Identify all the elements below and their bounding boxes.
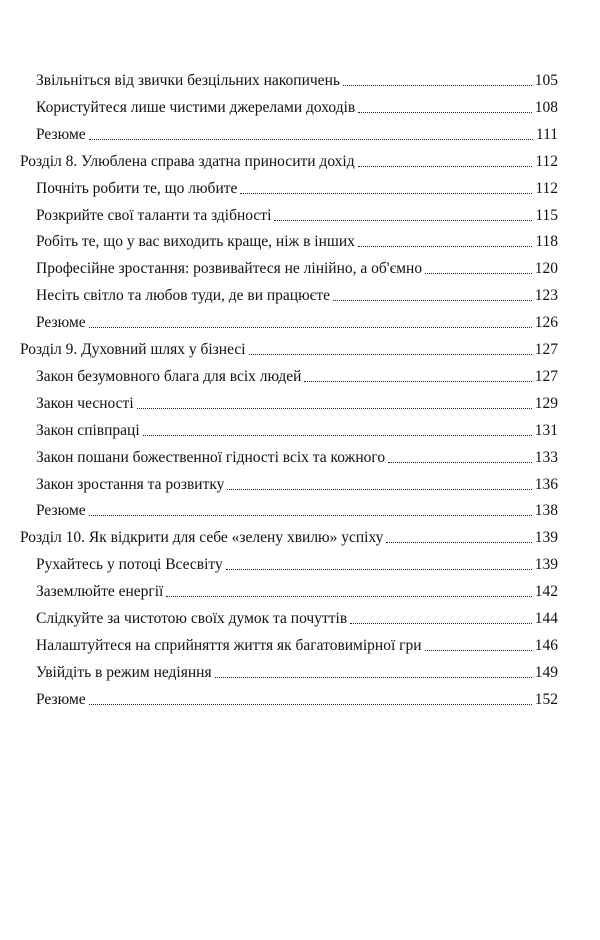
toc-entry-title: Розділ 9. Духовний шлях у бізнесі [20, 341, 246, 358]
toc-page-number: 123 [534, 287, 558, 305]
toc-chapter-row [20, 147, 558, 171]
dot-leader [358, 166, 533, 167]
toc-page-number: 127 [534, 367, 558, 385]
toc-entry-title: Несіть світло та любов туди, де ви працюєте [36, 287, 330, 305]
dot-leader [89, 704, 532, 705]
toc-entry-row [36, 174, 558, 198]
toc-entry-title: Увійдіть в режим недіяння [36, 663, 212, 681]
toc-entry-title: Закон чесності [36, 394, 134, 412]
dot-leader [166, 596, 531, 597]
dot-leader [358, 246, 532, 247]
toc-entry-title: Резюме [36, 314, 86, 332]
dot-leader [350, 623, 532, 624]
toc-page-number: 152 [534, 690, 558, 708]
toc-page-number: 139 [534, 556, 558, 574]
toc-page-number: 126 [534, 314, 558, 332]
dot-leader [425, 650, 532, 651]
toc-page-number: 111 [535, 125, 558, 143]
toc-entry-title: Слідкуйте за чистотою своїх думок та почуттів [36, 610, 348, 627]
toc-page-number: 142 [534, 583, 558, 601]
dot-leader [227, 489, 531, 490]
toc-page-number: 139 [534, 529, 558, 547]
dot-leader [240, 193, 532, 194]
toc-entry-title: Професійне зростання: розвивайтеся не лінійно, а об'ємно [36, 260, 423, 278]
dot-leader [274, 220, 532, 221]
dot-leader [137, 408, 532, 409]
dot-leader [333, 300, 532, 301]
toc-entry-title: Розкрийте свої таланти та здібності [36, 206, 272, 224]
toc-entry-title: Закон пошани божественної гідності всіх та кожного [36, 448, 386, 466]
toc-chapter-row [20, 523, 558, 547]
toc-entry-title: Розділ 10. Як відкрити для себе «зелену хвилю» успіху [20, 529, 384, 547]
toc-entry-title: Резюме [36, 125, 86, 143]
toc-entry-row [36, 550, 558, 574]
dot-leader [215, 677, 532, 678]
toc-page-number: 118 [535, 233, 558, 251]
toc-page-number: 144 [534, 610, 558, 627]
toc-entry-row [36, 496, 558, 520]
toc-entry-row [36, 93, 558, 117]
toc-entry-title: Розділ 8. Улюблена справа здатна приносити дохід [20, 152, 355, 170]
toc-page-number: 138 [534, 502, 558, 520]
toc-entry-row [36, 604, 558, 628]
dot-leader [89, 139, 533, 140]
dot-leader [358, 112, 532, 113]
toc-entry-row [36, 362, 558, 386]
toc-entry-title: Закон зростання та розвитку [36, 475, 225, 493]
toc-page-number: 105 [534, 72, 558, 89]
toc-entry-title: Почніть робити те, що любите [36, 179, 238, 197]
dot-leader [343, 85, 532, 86]
toc-chapter-row [20, 335, 558, 359]
dot-leader [304, 381, 531, 382]
toc-entry-title: Звільніться від звички безцільних накопичень [36, 72, 340, 89]
toc-entry-title: Робіть те, що у вас виходить краще, ніж в інших [36, 233, 355, 251]
toc-entry-row [36, 201, 558, 225]
toc-page-number: 133 [534, 448, 558, 466]
dot-leader [89, 515, 532, 516]
toc-entry-row [36, 470, 558, 494]
toc-entry-title: Закон безумовного блага для всіх людей [36, 367, 302, 385]
toc-page-number: 136 [534, 475, 558, 493]
toc-entry-row [36, 389, 558, 413]
dot-leader [143, 435, 532, 436]
dot-leader [388, 462, 532, 463]
dot-leader [89, 327, 532, 328]
toc-entry-title: Заземлюйте енергії [36, 583, 164, 601]
toc-entry-row [36, 416, 558, 440]
toc-entry-row [36, 120, 558, 144]
toc-entry-row [36, 658, 558, 682]
toc-entry-title: Закон співпраці [36, 421, 140, 439]
toc-entry-title: Користуйтеся лише чистими джерелами доходів [36, 98, 356, 116]
toc-entry-title: Рухайтесь у потоці Всесвіту [36, 556, 223, 574]
toc-page-number: 131 [534, 421, 558, 439]
toc-page-number: 120 [534, 260, 558, 278]
toc-page-number: 149 [534, 663, 558, 681]
toc-entry-title: Резюме [36, 502, 86, 520]
toc-entry-row [36, 308, 558, 332]
toc-page-number: 127 [534, 341, 558, 358]
toc-entry-row [36, 254, 558, 278]
toc-page-number: 108 [534, 98, 558, 116]
toc-entry-title: Налаштуйтеся на сприйняття життя як багатовимірної гри [36, 636, 422, 654]
toc-page-number: 112 [535, 179, 558, 197]
toc-entry-row [36, 631, 558, 655]
dot-leader [226, 569, 532, 570]
toc-page-number: 115 [535, 206, 558, 224]
toc-page-number: 146 [534, 636, 558, 654]
toc-entry-row [36, 281, 558, 305]
dot-leader [249, 354, 532, 355]
toc-entry-row [36, 443, 558, 467]
toc-page-number: 112 [535, 152, 558, 170]
dot-leader [425, 273, 532, 274]
dot-leader [386, 542, 531, 543]
toc-entry-row [36, 227, 558, 251]
toc-entry-row [36, 685, 558, 709]
toc-entry-row [36, 66, 558, 90]
toc-page-number: 129 [534, 394, 558, 412]
toc-entry-row [36, 577, 558, 601]
toc-entry-title: Резюме [36, 690, 86, 708]
